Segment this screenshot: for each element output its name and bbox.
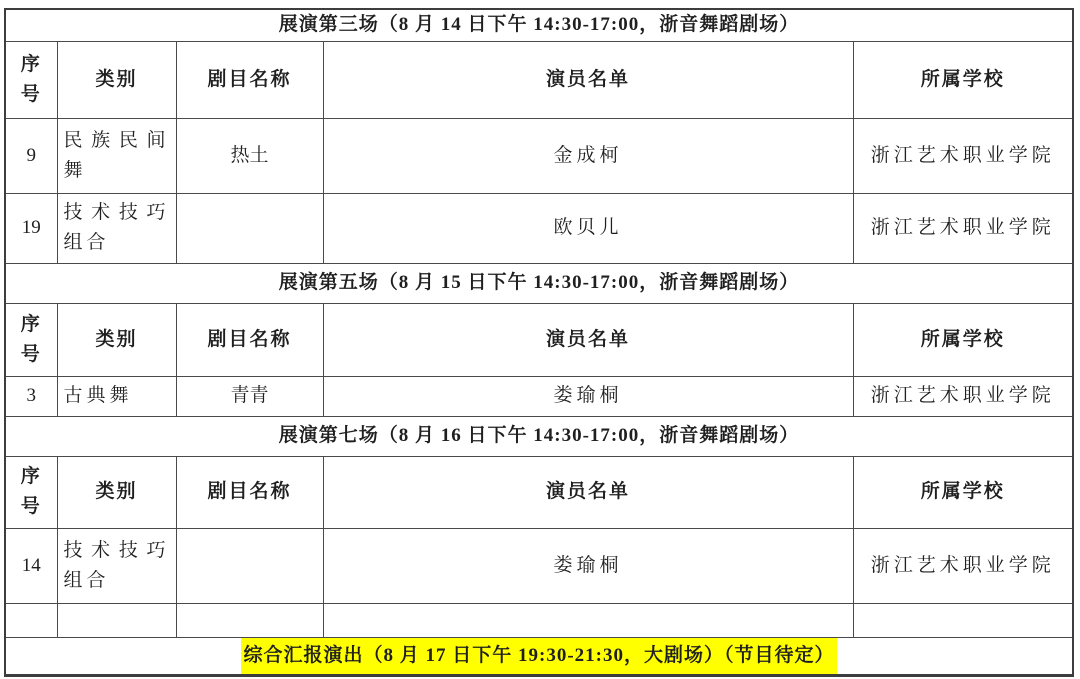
school-cell: 浙江艺术职业学院 [853, 376, 1073, 416]
column-header-school: 所属学校 [853, 303, 1073, 376]
section-title-session5: 展演第五场（8 月 15 日下午 14:30-17:00，浙音舞蹈剧场） [5, 263, 1073, 303]
column-header-program: 剧目名称 [176, 41, 323, 118]
column-header-no: 序号 [5, 41, 57, 118]
school-cell [853, 603, 1073, 637]
column-header-program: 剧目名称 [176, 303, 323, 376]
column-header-row [5, 303, 1073, 376]
program-cell: 青青 [176, 376, 323, 416]
column-header-performers: 演员名单 [323, 456, 853, 528]
row-no-cell: 14 [5, 528, 57, 603]
column-header-no: 序号 [5, 303, 57, 376]
section-title-session3: 展演第三场（8 月 14 日下午 14:30-17:00，浙音舞蹈剧场） [5, 9, 1073, 41]
performers-cell [323, 603, 853, 637]
section-title-session7: 展演第七场（8 月 16 日下午 14:30-17:00，浙音舞蹈剧场） [5, 416, 1073, 456]
category-cell: 技术技巧组合 [57, 528, 176, 603]
column-header-row [5, 456, 1073, 528]
column-header-program: 剧目名称 [176, 456, 323, 528]
column-header-no: 序号 [5, 456, 57, 528]
performers-cell: 娄瑜桐 [323, 528, 853, 603]
footer-row-cell [5, 637, 1073, 675]
school-cell: 浙江艺术职业学院 [853, 193, 1073, 263]
program-cell [176, 603, 323, 637]
table-row-empty [5, 603, 1073, 637]
table-row [5, 528, 1073, 603]
column-header-school: 所属学校 [853, 41, 1073, 118]
program-cell [176, 528, 323, 603]
performance-schedule-table [4, 8, 1074, 677]
column-header-category: 类别 [57, 456, 176, 528]
category-cell: 民族民间舞 [57, 118, 176, 193]
column-header-school: 所属学校 [853, 456, 1073, 528]
row-no-cell: 9 [5, 118, 57, 193]
performers-cell: 欧贝儿 [323, 193, 853, 263]
column-header-performers: 演员名单 [323, 41, 853, 118]
program-cell [176, 193, 323, 263]
category-cell [57, 603, 176, 637]
row-no-cell [5, 603, 57, 637]
category-cell: 技术技巧组合 [57, 193, 176, 263]
table-row [5, 118, 1073, 193]
performers-cell: 娄瑜桐 [323, 376, 853, 416]
table-row [5, 193, 1073, 263]
column-header-row [5, 41, 1073, 118]
table-row [5, 376, 1073, 416]
column-header-category: 类别 [57, 41, 176, 118]
school-cell: 浙江艺术职业学院 [853, 118, 1073, 193]
footer-highlighted-text: 综合汇报演出（8 月 17 日下午 19:30-21:30，大剧场）（节目待定） [241, 638, 838, 674]
performers-cell: 金成柯 [323, 118, 853, 193]
school-cell: 浙江艺术职业学院 [853, 528, 1073, 603]
column-header-category: 类别 [57, 303, 176, 376]
row-no-cell: 19 [5, 193, 57, 263]
category-cell: 古典舞 [57, 376, 176, 416]
program-cell: 热土 [176, 118, 323, 193]
row-no-cell: 3 [5, 376, 57, 416]
column-header-performers: 演员名单 [323, 303, 853, 376]
